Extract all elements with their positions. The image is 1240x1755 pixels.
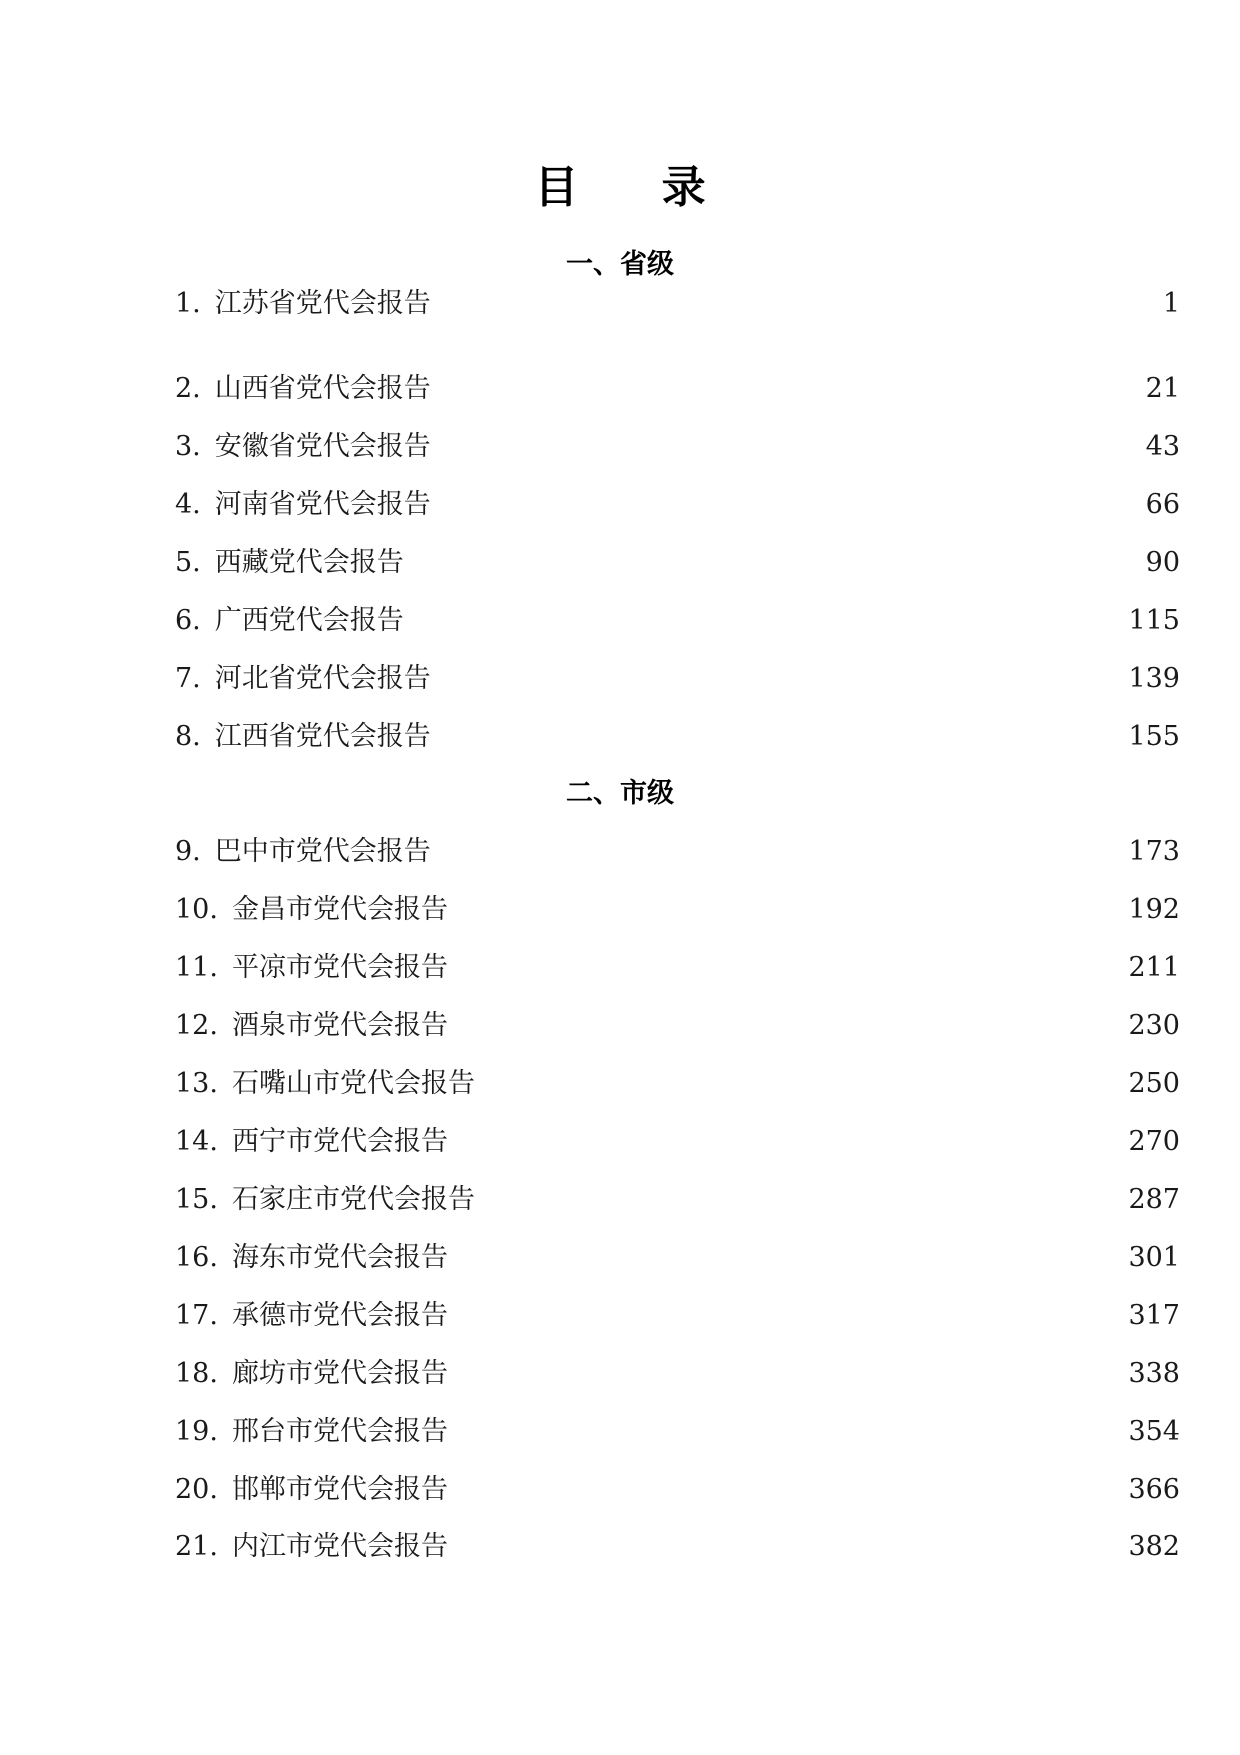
entry-page-number: 66 — [1145, 489, 1180, 520]
entry-title: 廊坊市党代会报告 — [231, 1358, 448, 1389]
entry-page-number: 287 — [1128, 1184, 1180, 1215]
entry-title: 石嘴山市党代会报告 — [231, 1068, 475, 1099]
entry-page-number: 173 — [1128, 836, 1180, 867]
entry-number: 15. — [175, 1184, 218, 1215]
toc-entry[interactable] — [175, 948, 1180, 988]
toc-entry[interactable] — [175, 369, 1180, 409]
entry-title: 江苏省党代会报告 — [214, 288, 431, 319]
toc-entry[interactable] — [175, 284, 1180, 324]
entry-page-number: 90 — [1145, 547, 1180, 578]
entry-number: 9. — [175, 836, 201, 867]
entry-page-number: 366 — [1128, 1474, 1180, 1505]
toc-entry[interactable] — [175, 601, 1180, 641]
entry-page-number: 192 — [1128, 894, 1180, 925]
entry-number: 10. — [175, 894, 218, 925]
entry-page-number: 115 — [1128, 605, 1180, 636]
entry-title: 内江市党代会报告 — [231, 1531, 448, 1562]
toc-entry[interactable] — [175, 717, 1180, 757]
entry-page-number: 1 — [1162, 288, 1180, 319]
entry-page-number: 139 — [1128, 663, 1180, 694]
entry-page-number: 21 — [1145, 373, 1180, 404]
entry-page-number: 338 — [1128, 1358, 1180, 1389]
toc-entry[interactable] — [175, 832, 1180, 872]
toc-entry[interactable] — [175, 1527, 1180, 1567]
section-heading-municipal: 二、市级 — [566, 778, 674, 809]
entry-title: 巴中市党代会报告 — [214, 836, 431, 867]
entry-title: 河北省党代会报告 — [214, 663, 431, 694]
entry-page-number: 317 — [1128, 1300, 1180, 1331]
entry-page-number: 382 — [1128, 1531, 1180, 1562]
entry-number: 6. — [175, 605, 201, 636]
entry-number: 14. — [175, 1126, 218, 1157]
toc-entry[interactable] — [175, 1296, 1180, 1336]
entry-number: 4. — [175, 489, 201, 520]
entry-title: 广西党代会报告 — [214, 605, 404, 636]
entry-title: 河南省党代会报告 — [214, 489, 431, 520]
entry-title: 江西省党代会报告 — [214, 721, 431, 752]
entry-number: 7. — [175, 663, 201, 694]
entry-number: 5. — [175, 547, 201, 578]
entry-page-number: 43 — [1145, 431, 1180, 462]
entry-number: 17. — [175, 1300, 218, 1331]
entry-number: 11. — [175, 952, 218, 983]
entry-title: 石家庄市党代会报告 — [231, 1184, 475, 1215]
toc-entry[interactable] — [175, 1412, 1180, 1452]
entry-title: 邢台市党代会报告 — [231, 1416, 448, 1447]
section-heading-provincial: 一、省级 — [566, 249, 674, 280]
entry-title: 金昌市党代会报告 — [231, 894, 448, 925]
entry-page-number: 250 — [1128, 1068, 1180, 1099]
entry-page-number: 230 — [1128, 1010, 1180, 1041]
toc-entry[interactable] — [175, 1238, 1180, 1278]
entry-title: 邯郸市党代会报告 — [231, 1474, 448, 1505]
entry-number: 21. — [175, 1531, 218, 1562]
toc-entry[interactable] — [175, 427, 1180, 467]
entry-title: 西宁市党代会报告 — [231, 1126, 448, 1157]
entry-page-number: 211 — [1128, 952, 1180, 983]
toc-entry[interactable] — [175, 1354, 1180, 1394]
entry-number: 2. — [175, 373, 201, 404]
toc-entry[interactable] — [175, 1122, 1180, 1162]
entry-page-number: 155 — [1128, 721, 1180, 752]
entry-number: 16. — [175, 1242, 218, 1273]
toc-entry[interactable] — [175, 485, 1180, 525]
entry-page-number: 301 — [1128, 1242, 1180, 1273]
toc-entry[interactable] — [175, 659, 1180, 699]
toc-entry[interactable] — [175, 890, 1180, 930]
entry-page-number: 354 — [1128, 1416, 1180, 1447]
entry-title: 酒泉市党代会报告 — [231, 1010, 448, 1041]
entry-number: 18. — [175, 1358, 218, 1389]
entry-number: 13. — [175, 1068, 218, 1099]
entry-title: 西藏党代会报告 — [214, 547, 404, 578]
entry-title: 承德市党代会报告 — [231, 1300, 448, 1331]
toc-entry[interactable] — [175, 543, 1180, 583]
toc-entry[interactable] — [175, 1180, 1180, 1220]
entry-number: 12. — [175, 1010, 218, 1041]
toc-entry[interactable] — [175, 1006, 1180, 1046]
entry-page-number: 270 — [1128, 1126, 1180, 1157]
entry-number: 3. — [175, 431, 201, 462]
entry-number: 19. — [175, 1416, 218, 1447]
toc-entry[interactable] — [175, 1064, 1180, 1104]
entry-title: 平凉市党代会报告 — [231, 952, 448, 983]
entry-number: 20. — [175, 1474, 218, 1505]
entry-title: 山西省党代会报告 — [214, 373, 431, 404]
entry-title: 安徽省党代会报告 — [214, 431, 431, 462]
toc-entry[interactable] — [175, 1470, 1180, 1510]
entry-number: 8. — [175, 721, 201, 752]
entry-title: 海东市党代会报告 — [231, 1242, 448, 1273]
entry-number: 1. — [175, 288, 201, 319]
page-title: 目 录 — [534, 162, 740, 213]
